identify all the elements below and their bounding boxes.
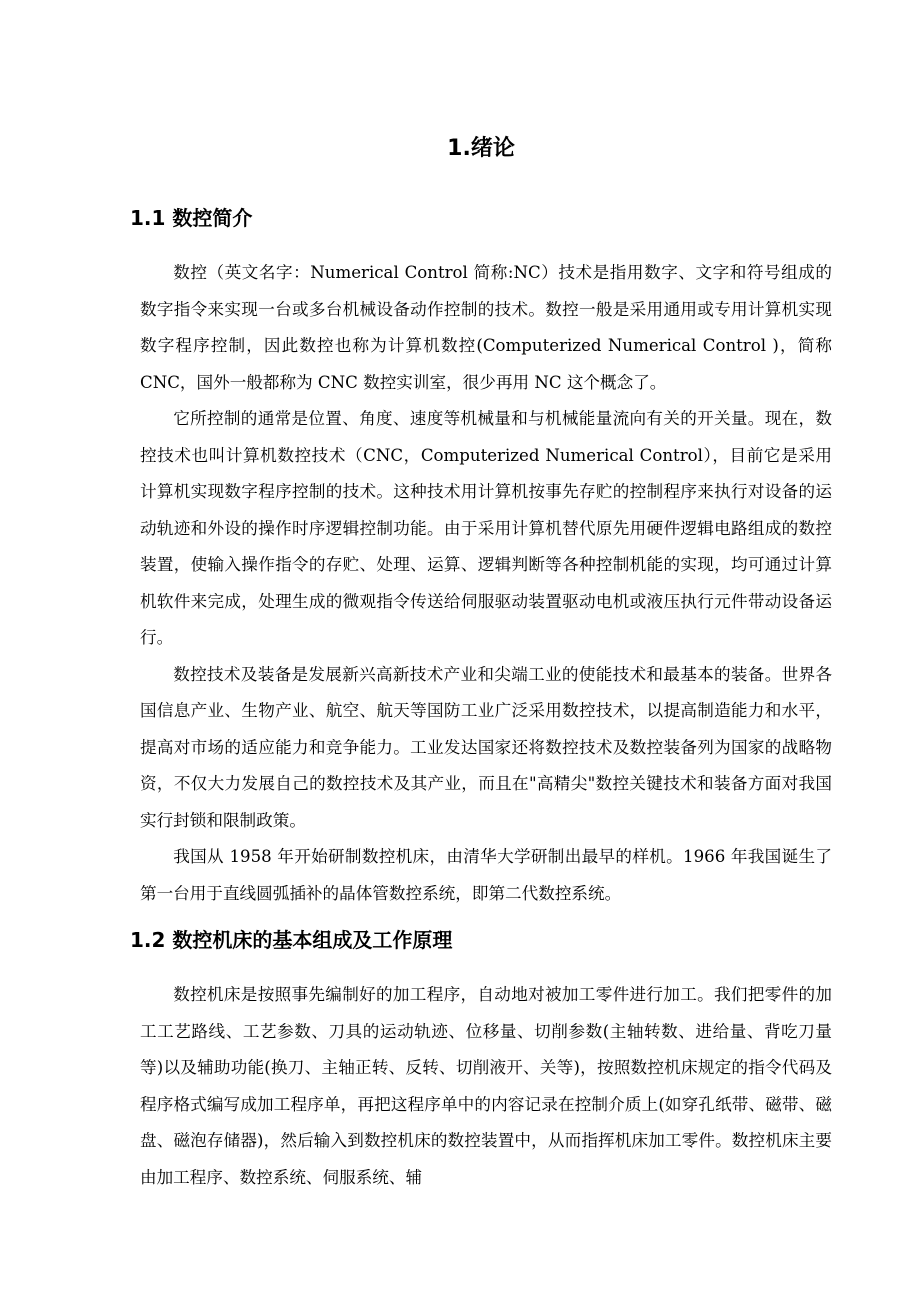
section-1-2-body [140, 977, 832, 1196]
section-heading-1-1: 1.1 数控简介 [130, 206, 253, 230]
paragraph: 它所控制的通常是位置、角度、速度等机械量和与机械能量流向有关的开关量。现在，数控技术也叫计算机数控技术（CNC，Computerized Numerical Control），目前它是采用计算机实现数字程序控制的技术。这种技术用计算机按事先存贮的控制程序来执行对设备的运动轨迹和外设的操作时序逻辑控制功能。由于采用计算机替代原先用硬件逻辑电路组成的数控装置，使输入操作指令的存贮、处理、运算、逻辑判断等各种控制机能的实现，均可通过计算机软件来完成，处理生成的微观指令传送给伺服驱动装置驱动电机或液压执行元件带动设备运行。 [140, 409, 832, 647]
paragraph: 数控技术及装备是发展新兴高新技术产业和尖端工业的使能技术和最基本的装备。世界各国信息产业、生物产业、航空、航天等国防工业广泛采用数控技术，以提高制造能力和水平，提高对市场的适应能力和竞争能力。工业发达国家还将数控技术及数控装备列为国家的战略物资，不仅大力发展自己的数控技术及其产业，而且在"高精尖"数控关键技术和装备方面对我国实行封锁和限制政策。 [140, 664, 832, 830]
section-heading-1-2: 1.2 数控机床的基本组成及工作原理 [130, 928, 453, 952]
paragraph: 数控机床是按照事先编制好的加工程序，自动地对被加工零件进行加工。我们把零件的加工工艺路线、工艺参数、刀具的运动轨迹、位移量、切削参数(主轴转数、进给量、背吃刀量等)以及辅助功能(换刀、主轴正转、反转、切削液开、关等)，按照数控机床规定的指令代码及程序格式编写成加工程序单，再把这程序单中的内容记录在控制介质上(如穿孔纸带、磁带、磁盘、磁泡存储器)，然后输入到数控机床的数控装置中，从而指挥机床加工零件。数控机床主要由加工程序、数控系统、伺服系统、辅 [140, 985, 832, 1187]
paragraph: 我国从 1958 年开始研制数控机床，由清华大学研制出最早的样机。1966 年我国诞生了第一台用于直线圆弧插补的晶体管数控系统，即第二代数控系统。 [140, 847, 832, 903]
paragraph: 数控（英文名字：Numerical Control 简称:NC）技术是指用数字、文字和符号组成的数字指令来实现一台或多台机械设备动作控制的技术。数控一般是采用通用或专用计算机实现数字程序控制，因此数控也称为计算机数控(Computerized Numerical Control )，简称 CNC，国外一般都称为 CNC 数控实训室，很少再用 NC 这个概念了。 [140, 263, 832, 392]
section-1-1-body [140, 255, 832, 912]
chapter-title: 1.绪论 [447, 136, 515, 161]
